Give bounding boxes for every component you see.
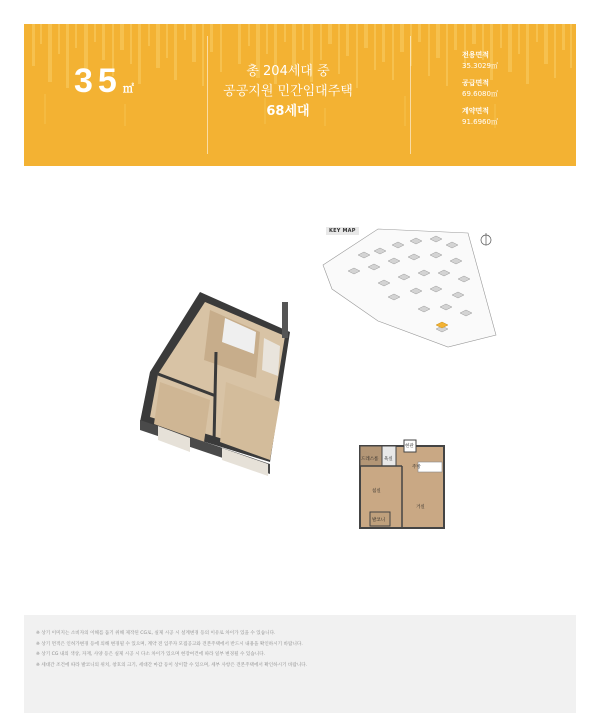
room-label: 현관 <box>405 444 414 449</box>
unit-type-label <box>74 62 134 101</box>
north-arrow-icon <box>480 232 492 246</box>
area-value: 69.6080㎡ <box>462 90 498 98</box>
headline <box>206 62 370 122</box>
headline-line1: 총 204세대 중 <box>246 64 330 79</box>
area-label: 공급면적 <box>462 79 490 87</box>
room-label: 욕실 <box>384 457 393 462</box>
area-value: 35.3029㎡ <box>462 62 498 70</box>
unit-floor-plan <box>358 438 448 533</box>
key-map <box>318 225 503 350</box>
unit-type-number: 35 <box>74 62 122 100</box>
headline-line2: 공공지원 민간임대주택 <box>223 84 353 99</box>
disclaimer-note: ※ 세대간 조건에 따라 발코니의 위치, 창호의 크기, 세대간 마감 등이 상이할 수 있으며, 세부 사항은 견본주택에서 확인하시기 바랍니다. <box>36 662 308 668</box>
disclaimer-note: ※ 상기 면적은 인허가변경 등에 의해 변경될 수 있으며, 계약 전 입주자 모집공고와 견본주택에서 반드시 내용을 확인하시기 바랍니다. <box>36 641 303 647</box>
disclaimer-note: ※ 상기 CG 내의 색상, 자재, 사양 등은 실제 시공 시 다소 차이가 있으며 현장여건에 따라 일부 변경될 수 있습니다. <box>36 652 266 657</box>
unit-type-unit: ㎡ <box>122 83 134 95</box>
area-info <box>462 50 498 134</box>
room-label: 발코니 <box>372 518 386 523</box>
headline-line3: 68세대 <box>266 104 310 119</box>
room-label: 드레스룸 <box>361 457 379 462</box>
area-label: 계약면적 <box>462 107 490 115</box>
key-map-title: KEY MAP <box>326 227 359 235</box>
disclaimer-notes <box>24 615 576 713</box>
area-value: 91.6960㎡ <box>462 118 498 126</box>
disclaimer-note: ※ 상기 이미지는 소비자의 이해를 돕기 위해 제작된 CG로, 실제 시공 시 설계변경 등의 이유로 차이가 있을 수 있습니다. <box>36 631 276 636</box>
room-label: 주방 <box>412 465 421 470</box>
room-label: 침실 <box>372 489 381 494</box>
area-label: 전용면적 <box>462 51 490 59</box>
divider <box>410 36 411 154</box>
unit-3d-rendering <box>130 292 340 492</box>
room-label: 거실 <box>416 505 425 510</box>
